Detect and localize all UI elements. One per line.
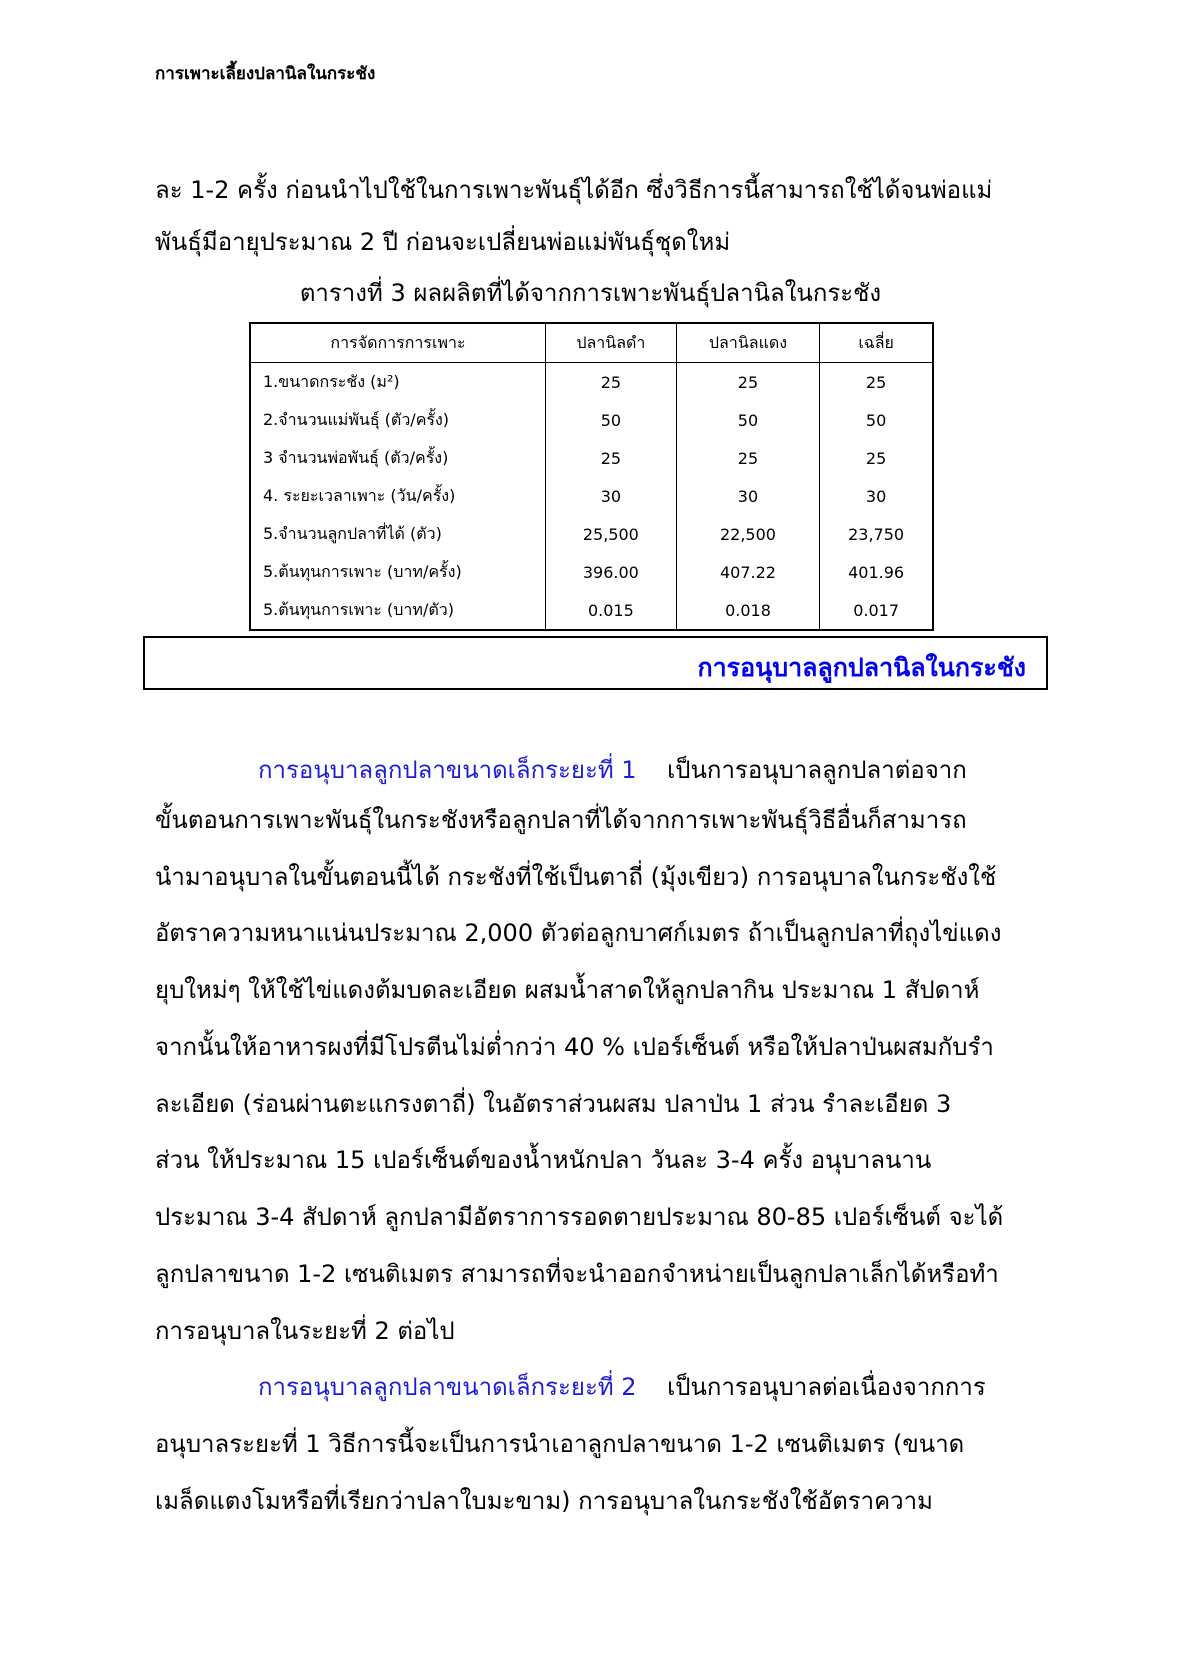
table-cell: 25,500 <box>546 515 677 553</box>
table-cell: 0.015 <box>546 591 677 630</box>
table-header-row <box>250 323 933 363</box>
table-cell: 25 <box>676 439 819 477</box>
table-row <box>250 477 933 515</box>
table-cell: 25 <box>546 363 677 402</box>
para2-heading: การอนุบาลลูกปลาขนาดเล็กระยะที่ 2 <box>258 1373 637 1401</box>
para1-line: ประมาณ 3-4 สัปดาห์ ลูกปลามีอัตราการรอดตายประมาณ 80-85 เปอร์เซ็นต์ จะได้ <box>155 1203 1004 1231</box>
table-cell: 50 <box>676 401 819 439</box>
para1-heading: การอนุบาลลูกปลาขนาดเล็กระยะที่ 1 <box>258 756 637 784</box>
table-cell: 30 <box>676 477 819 515</box>
table-cell: 0.018 <box>676 591 819 630</box>
para2-line1-text: เป็นการอนุบาลต่อเนื่องจากการ <box>667 1373 986 1401</box>
table-row <box>250 401 933 439</box>
para1-line: การอนุบาลในระยะที่ 2 ต่อไป <box>155 1317 455 1345</box>
table-cell: 25 <box>676 363 819 402</box>
intro-line-2: พันธุ์มีอายุประมาณ 2 ปี ก่อนจะเปลี่ยนพ่อแม่พันธุ์ชุดใหม่ <box>155 228 731 256</box>
production-table <box>249 322 934 631</box>
section-heading-box <box>143 636 1048 690</box>
para2-first-line <box>258 1367 986 1406</box>
row-label: 5.ต้นทุนการเพาะ (บาท/ตัว) <box>250 591 546 630</box>
para1-line1-text: เป็นการอนุบาลลูกปลาต่อจาก <box>667 756 967 784</box>
table-cell: 25 <box>546 439 677 477</box>
table-row <box>250 439 933 477</box>
para1-first-line <box>258 750 967 789</box>
table-row <box>250 515 933 553</box>
table-cell: 407.22 <box>676 553 819 591</box>
column-header: เฉลี่ย <box>820 323 933 363</box>
row-label: 5.ต้นทุนการเพาะ (บาท/ครั้ง) <box>250 553 546 591</box>
para1-line: อัตราความหนาแน่นประมาณ 2,000 ตัวต่อลูกบาศก์เมตร ถ้าเป็นลูกปลาที่ถุงไข่แดง <box>155 919 1002 947</box>
para1-line: ลูกปลาขนาด 1-2 เซนติเมตร สามารถที่จะนำออกจำหน่ายเป็นลูกปลาเล็กได้หรือทำ <box>155 1260 999 1288</box>
row-label: 4. ระยะเวลาเพาะ (วัน/ครั้ง) <box>250 477 546 515</box>
para2-line: เมล็ดแตงโมหรือที่เรียกว่าปลาใบมะขาม) การอนุบาลในกระชังใช้อัตราความ <box>155 1487 933 1515</box>
section-title: การอนุบาลลูกปลานิลในกระชัง <box>697 653 1026 682</box>
para1-line: ขั้นตอนการเพาะพันธุ์ในกระชังหรือลูกปลาที่ได้จากการเพาะพันธุ์วิธีอื่นก็สามารถ <box>155 806 967 834</box>
table-cell: 25 <box>820 439 933 477</box>
table-row <box>250 553 933 591</box>
column-header: การจัดการการเพาะ <box>250 323 546 363</box>
intro-line-1: ละ 1-2 ครั้ง ก่อนนำไปใช้ในการเพาะพันธุ์ได้อีก ซึ่งวิธีการนี้สามารถใช้ได้จนพ่อแม่ <box>155 176 993 204</box>
para1-line: จากนั้นให้อาหารผงที่มีโปรตีนไม่ต่ำกว่า 40 % เปอร์เซ็นต์ หรือให้ปลาป่นผสมกับรำ <box>155 1033 994 1061</box>
column-header: ปลานิลดำ <box>546 323 677 363</box>
para1-line: ยุบใหม่ๆ ให้ใช้ไข่แดงต้มบดละเอียด ผสมน้ำสาดให้ลูกปลากิน ประมาณ 1 สัปดาห์ <box>155 976 980 1004</box>
table-row <box>250 363 933 402</box>
table-cell: 50 <box>820 401 933 439</box>
table-cell: 50 <box>546 401 677 439</box>
table-cell: 25 <box>820 363 933 402</box>
row-label: 5.จำนวนลูกปลาที่ได้ (ตัว) <box>250 515 546 553</box>
table-cell: 401.96 <box>820 553 933 591</box>
table-cell: 30 <box>820 477 933 515</box>
table-cell: 23,750 <box>820 515 933 553</box>
row-label: 2.จำนวนแม่พันธุ์ (ตัว/ครั้ง) <box>250 401 546 439</box>
table-cell: 0.017 <box>820 591 933 630</box>
table-row <box>250 591 933 630</box>
table-cell: 396.00 <box>546 553 677 591</box>
para1-line: ละเอียด (ร่อนผ่านตะแกรงตาถี่) ในอัตราส่วนผสม ปลาป่น 1 ส่วน รำละเอียด 3 <box>155 1090 952 1118</box>
table-caption: ตารางที่ 3 ผลผลิตที่ได้จากการเพาะพันธุ์ปลานิลในกระชัง <box>299 279 882 307</box>
para1-line: ส่วน ให้ประมาณ 15 เปอร์เซ็นต์ของน้ำหนักปลา วันละ 3-4 ครั้ง อนุบาลนาน <box>155 1146 932 1174</box>
page-header: การเพาะเลี้ยงปลานิลในกระชัง <box>155 64 376 84</box>
para2-line: อนุบาลระยะที่ 1 วิธีการนี้จะเป็นการนำเอาลูกปลาขนาด 1-2 เซนติเมตร (ขนาด <box>155 1430 965 1458</box>
table-cell: 30 <box>546 477 677 515</box>
column-header: ปลานิลแดง <box>676 323 819 363</box>
para1-line: นำมาอนุบาลในขั้นตอนนี้ได้ กระชังที่ใช้เป็นตาถี่ (มุ้งเขียว) การอนุบาลในกระชังใช้ <box>155 863 997 891</box>
row-label: 1.ขนาดกระชัง (ม²) <box>250 363 546 402</box>
row-label: 3 จำนวนพ่อพันธุ์ (ตัว/ครั้ง) <box>250 439 546 477</box>
table-cell: 22,500 <box>676 515 819 553</box>
